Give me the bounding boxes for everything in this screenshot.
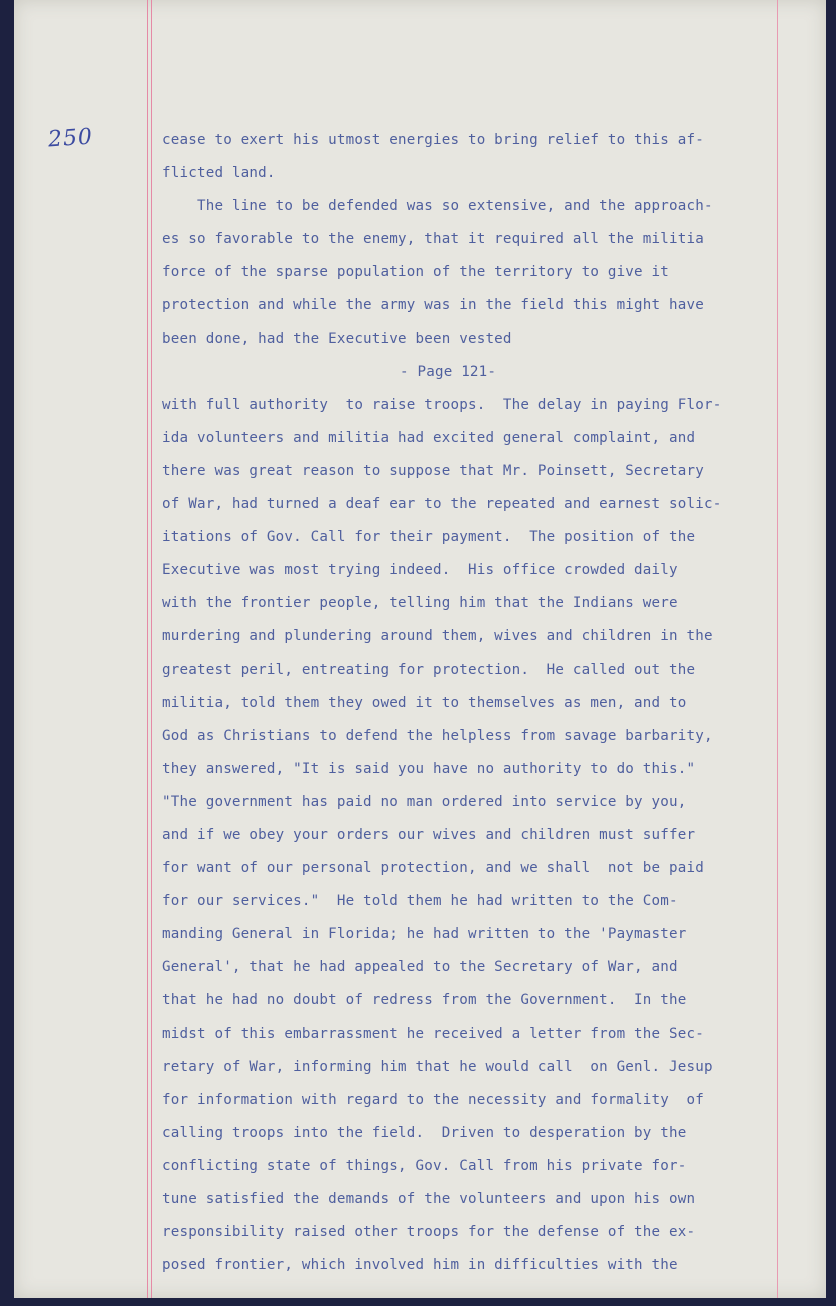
text-line: for want of our personal protection, and we shall not be paid [162,860,704,877]
text-line: tune satisfied the demands of the volunteers and upon his own [162,1191,696,1207]
text-line: that he had no doubt of redress from the Government. In the [162,992,687,1009]
text-line: General', that he had appealed to the Secretary of War, and [162,959,678,976]
text-line: been done, had the Executive been vested [162,330,512,347]
text-line: flicted land. [162,165,276,182]
text-line: militia, told them they owed it to themselves as men, and to [162,694,687,711]
text-line: responsibility raised other troops for the defense of the ex- [162,1224,696,1241]
typed-text-body [162,124,822,1282]
text-line: es so favorable to the enemy, that it required all the militia [162,231,704,248]
text-line: posed frontier, which involved him in difficulties with the [162,1257,678,1274]
text-line: calling troops into the field. Driven to desperation by the [162,1124,687,1141]
text-line: they answered, "It is said you have no authority to do this." [162,760,696,777]
text-line: ida volunteers and militia had excited general complaint, and [162,429,696,446]
text-line: of War, had turned a deaf ear to the repeated and earnest solic- [162,496,722,513]
left-margin-rule-inner [151,0,152,1298]
text-line: force of the sparse population of the territory to give it [162,264,670,281]
page-header: - Page 121- [400,363,497,380]
text-line: for information with regard to the necessity and formality of [162,1091,704,1108]
text-line: manding General in Florida; he had written to the 'Paymaster [162,926,687,943]
text-line: The line to be defended was so extensive, and the approach- [162,198,713,215]
text-line: protection and while the army was in the field this might have [162,297,704,314]
text-line: retary of War, informing him that he would call on Genl. Jesup [162,1058,713,1075]
text-line: murdering and plundering around them, wives and children in the [162,628,713,645]
handwritten-page-number: 250 [47,124,94,153]
text-line: with full authority to raise troops. The delay in paying Flor- [162,396,722,413]
text-line: cease to exert his utmost energies to bring relief to this af- [162,132,704,148]
text-line: greatest peril, entreating for protection. He called out the [162,661,696,678]
left-margin-rule [147,0,148,1298]
typed-page [14,0,826,1298]
text-line: midst of this embarrassment he received a letter from the Sec- [162,1025,704,1042]
text-line: there was great reason to suppose that Mr. Poinsett, Secretary [162,462,704,479]
text-line: Executive was most trying indeed. His office crowded daily [162,562,678,579]
text-line: "The government has paid no man ordered into service by you, [162,793,687,810]
text-line: conflicting state of things, Gov. Call from his private for- [162,1157,687,1174]
text-line: itations of Gov. Call for their payment. The position of the [162,529,696,546]
text-line: and if we obey your orders our wives and children must suffer [162,826,696,843]
text-line: God as Christians to defend the helpless from savage barbarity, [162,727,713,744]
text-line: for our services." He told them he had written to the Com- [162,893,678,910]
text-line: with the frontier people, telling him that the Indians were [162,595,678,612]
